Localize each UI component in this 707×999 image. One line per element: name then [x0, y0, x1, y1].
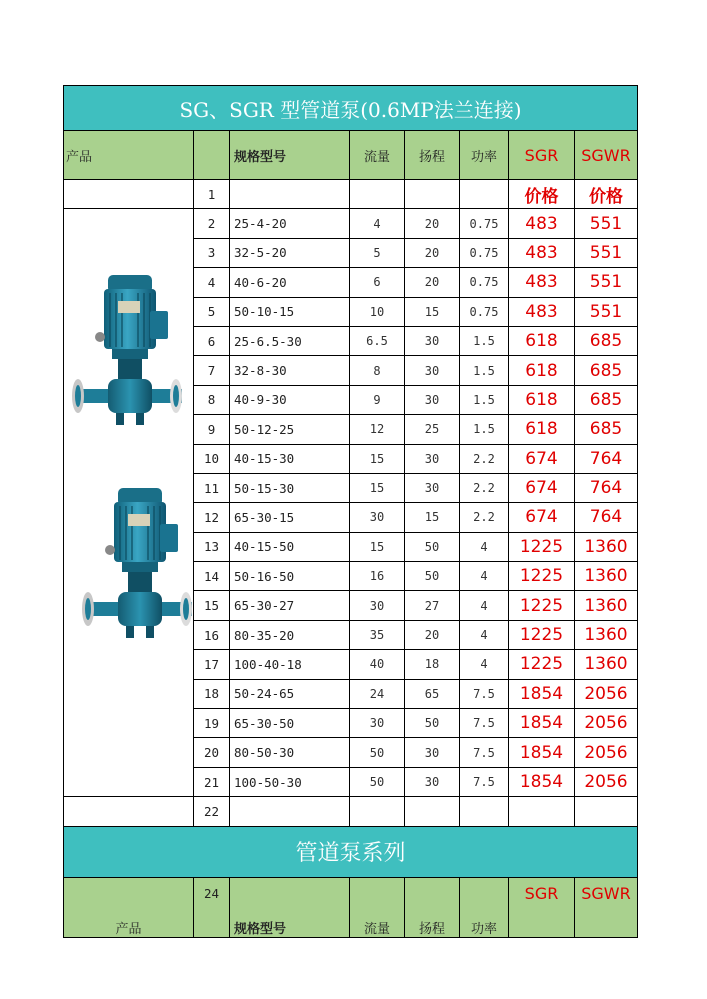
- head-cell: 30: [405, 444, 460, 473]
- sgwr-price-cell: 1360: [575, 562, 638, 591]
- table-row: [64, 209, 638, 238]
- header-model: 规格型号: [230, 131, 350, 180]
- row-index: 14: [194, 562, 230, 591]
- blank-cell: [230, 797, 350, 826]
- flow-cell: 50: [350, 738, 405, 767]
- sgwr-price-cell: 1360: [575, 650, 638, 679]
- header-head: 扬程: [405, 877, 460, 937]
- flow-cell: 30: [350, 709, 405, 738]
- head-cell: 20: [405, 268, 460, 297]
- flow-cell: 30: [350, 591, 405, 620]
- header-sgr: SGR: [509, 131, 575, 180]
- model-cell: 80-50-30: [230, 738, 350, 767]
- row-index: 19: [194, 709, 230, 738]
- power-cell: 7.5: [460, 679, 509, 708]
- header-index: [194, 131, 230, 180]
- model-cell: 50-12-25: [230, 415, 350, 444]
- model-cell: 80-35-20: [230, 620, 350, 649]
- sgwr-price-cell: 551: [575, 209, 638, 238]
- model-cell: 100-50-30: [230, 767, 350, 796]
- row-index: 8: [194, 385, 230, 414]
- power-cell: 4: [460, 620, 509, 649]
- model-cell: 40-15-50: [230, 532, 350, 561]
- flow-cell: 24: [350, 679, 405, 708]
- flow-cell: 16: [350, 562, 405, 591]
- sgwr-price-cell: 685: [575, 385, 638, 414]
- pump-price-table: [63, 85, 638, 938]
- head-cell: 20: [405, 209, 460, 238]
- sgwr-price-cell: 764: [575, 473, 638, 502]
- flow-cell: 15: [350, 444, 405, 473]
- model-cell: 65-30-27: [230, 591, 350, 620]
- section-title: 管道泵系列: [64, 826, 638, 877]
- power-cell: 0.75: [460, 297, 509, 326]
- row-index: 15: [194, 591, 230, 620]
- flow-cell: 6.5: [350, 326, 405, 355]
- head-cell: 65: [405, 679, 460, 708]
- header-flow: 流量: [350, 131, 405, 180]
- flow-cell: 5: [350, 238, 405, 267]
- header-sgr: SGR: [509, 877, 575, 937]
- sgr-price-cell: 618: [509, 415, 575, 444]
- power-cell: 7.5: [460, 738, 509, 767]
- model-cell: 100-40-18: [230, 650, 350, 679]
- power-cell: 4: [460, 562, 509, 591]
- head-cell: 25: [405, 415, 460, 444]
- flow-cell: 12: [350, 415, 405, 444]
- row-index: 17: [194, 650, 230, 679]
- sgr-price-cell: 1225: [509, 620, 575, 649]
- sgr-price-cell: 1854: [509, 679, 575, 708]
- price-label-sgr: 价格: [509, 180, 575, 209]
- row-index: 6: [194, 326, 230, 355]
- model-cell: 65-30-50: [230, 709, 350, 738]
- sgr-price-cell: 618: [509, 385, 575, 414]
- sgwr-price-cell: 685: [575, 356, 638, 385]
- sgr-price-cell: 483: [509, 268, 575, 297]
- blank-cell: [350, 180, 405, 209]
- head-cell: 50: [405, 562, 460, 591]
- model-cell: 50-24-65: [230, 679, 350, 708]
- power-cell: 7.5: [460, 767, 509, 796]
- power-cell: 4: [460, 650, 509, 679]
- model-cell: 32-8-30: [230, 356, 350, 385]
- head-cell: 30: [405, 385, 460, 414]
- header-flow: 流量: [350, 877, 405, 937]
- head-cell: 27: [405, 591, 460, 620]
- blank-cell: [509, 797, 575, 826]
- flow-cell: 6: [350, 268, 405, 297]
- power-cell: 4: [460, 532, 509, 561]
- sgr-price-cell: 674: [509, 503, 575, 532]
- model-cell: 50-10-15: [230, 297, 350, 326]
- blank-cell: [350, 797, 405, 826]
- sgwr-price-cell: 764: [575, 503, 638, 532]
- blank-cell: [64, 180, 194, 209]
- flow-cell: 4: [350, 209, 405, 238]
- sgr-price-cell: 1225: [509, 562, 575, 591]
- row-index: 20: [194, 738, 230, 767]
- model-cell: 40-15-30: [230, 444, 350, 473]
- head-cell: 50: [405, 709, 460, 738]
- model-cell: 32-5-20: [230, 238, 350, 267]
- sgwr-price-cell: 1360: [575, 591, 638, 620]
- head-cell: 18: [405, 650, 460, 679]
- flow-cell: 15: [350, 473, 405, 502]
- blank-cell: [575, 797, 638, 826]
- header-head: 扬程: [405, 131, 460, 180]
- head-cell: 15: [405, 503, 460, 532]
- power-cell: 0.75: [460, 238, 509, 267]
- sgwr-price-cell: 551: [575, 268, 638, 297]
- head-cell: 20: [405, 620, 460, 649]
- power-cell: 1.5: [460, 385, 509, 414]
- model-cell: 50-15-30: [230, 473, 350, 502]
- sgwr-price-cell: 551: [575, 297, 638, 326]
- model-cell: 50-16-50: [230, 562, 350, 591]
- power-cell: 1.5: [460, 415, 509, 444]
- model-cell: 65-30-15: [230, 503, 350, 532]
- sgr-price-cell: 1225: [509, 591, 575, 620]
- power-cell: 0.75: [460, 268, 509, 297]
- sgr-price-cell: 618: [509, 326, 575, 355]
- spreadsheet: [63, 85, 637, 937]
- row-index: 16: [194, 620, 230, 649]
- row-index: 12: [194, 503, 230, 532]
- row-index: 4: [194, 268, 230, 297]
- pump-image: [68, 271, 186, 445]
- row-index: 3: [194, 238, 230, 267]
- header-power: 功率: [460, 131, 509, 180]
- blank-cell: [64, 797, 194, 826]
- power-cell: 1.5: [460, 326, 509, 355]
- header-power: 功率: [460, 877, 509, 937]
- flow-cell: 50: [350, 767, 405, 796]
- flow-cell: 40: [350, 650, 405, 679]
- row-index: 7: [194, 356, 230, 385]
- header-sgwr: SGWR: [575, 877, 638, 937]
- row-index: 1: [194, 180, 230, 209]
- table-title: SG、SGR 型管道泵(0.6MP法兰连接): [64, 86, 638, 131]
- flow-cell: 35: [350, 620, 405, 649]
- model-cell: 25-4-20: [230, 209, 350, 238]
- power-cell: 2.2: [460, 473, 509, 502]
- flow-cell: 8: [350, 356, 405, 385]
- flow-cell: 15: [350, 532, 405, 561]
- row-index: 13: [194, 532, 230, 561]
- model-cell: 40-6-20: [230, 268, 350, 297]
- header-sgwr: SGWR: [575, 131, 638, 180]
- sgwr-price-cell: 551: [575, 238, 638, 267]
- row-index: 11: [194, 473, 230, 502]
- sgr-price-cell: 483: [509, 209, 575, 238]
- head-cell: 30: [405, 356, 460, 385]
- row-index: 2: [194, 209, 230, 238]
- sgr-price-cell: 1854: [509, 709, 575, 738]
- power-cell: 2.2: [460, 444, 509, 473]
- sgwr-price-cell: 1360: [575, 532, 638, 561]
- pump-image: [78, 484, 196, 658]
- price-label-sgwr: 价格: [575, 180, 638, 209]
- head-cell: 50: [405, 532, 460, 561]
- flow-cell: 9: [350, 385, 405, 414]
- sgwr-price-cell: 2056: [575, 767, 638, 796]
- row-index: 22: [194, 797, 230, 826]
- head-cell: 15: [405, 297, 460, 326]
- row-index: 18: [194, 679, 230, 708]
- product-image-cell: [64, 209, 194, 797]
- sgr-price-cell: 1225: [509, 532, 575, 561]
- head-cell: 30: [405, 326, 460, 355]
- power-cell: 7.5: [460, 709, 509, 738]
- head-cell: 30: [405, 473, 460, 502]
- header-product: 产品: [64, 877, 194, 937]
- power-cell: 0.75: [460, 209, 509, 238]
- sgr-price-cell: 483: [509, 297, 575, 326]
- model-cell: 25-6.5-30: [230, 326, 350, 355]
- flow-cell: 30: [350, 503, 405, 532]
- sgwr-price-cell: 2056: [575, 738, 638, 767]
- sgr-price-cell: 483: [509, 238, 575, 267]
- sgwr-price-cell: 2056: [575, 709, 638, 738]
- sgr-price-cell: 674: [509, 473, 575, 502]
- sgwr-price-cell: 685: [575, 326, 638, 355]
- model-cell: 40-9-30: [230, 385, 350, 414]
- row-index: 21: [194, 767, 230, 796]
- sgwr-price-cell: 1360: [575, 620, 638, 649]
- sgr-price-cell: 1854: [509, 738, 575, 767]
- head-cell: 30: [405, 767, 460, 796]
- power-cell: 4: [460, 591, 509, 620]
- sgr-price-cell: 1854: [509, 767, 575, 796]
- sgr-price-cell: 674: [509, 444, 575, 473]
- sgwr-price-cell: 764: [575, 444, 638, 473]
- sgwr-price-cell: 2056: [575, 679, 638, 708]
- row-index: 24: [194, 877, 230, 937]
- row-index: 5: [194, 297, 230, 326]
- blank-cell: [405, 797, 460, 826]
- blank-cell: [460, 797, 509, 826]
- row-index: 9: [194, 415, 230, 444]
- head-cell: 20: [405, 238, 460, 267]
- blank-cell: [405, 180, 460, 209]
- blank-cell: [230, 180, 350, 209]
- head-cell: 30: [405, 738, 460, 767]
- power-cell: 2.2: [460, 503, 509, 532]
- sgwr-price-cell: 685: [575, 415, 638, 444]
- sgr-price-cell: 618: [509, 356, 575, 385]
- header-product: 产品: [64, 131, 194, 180]
- sgr-price-cell: 1225: [509, 650, 575, 679]
- row-index: 10: [194, 444, 230, 473]
- flow-cell: 10: [350, 297, 405, 326]
- blank-cell: [460, 180, 509, 209]
- power-cell: 1.5: [460, 356, 509, 385]
- header-model: 规格型号: [230, 877, 350, 937]
